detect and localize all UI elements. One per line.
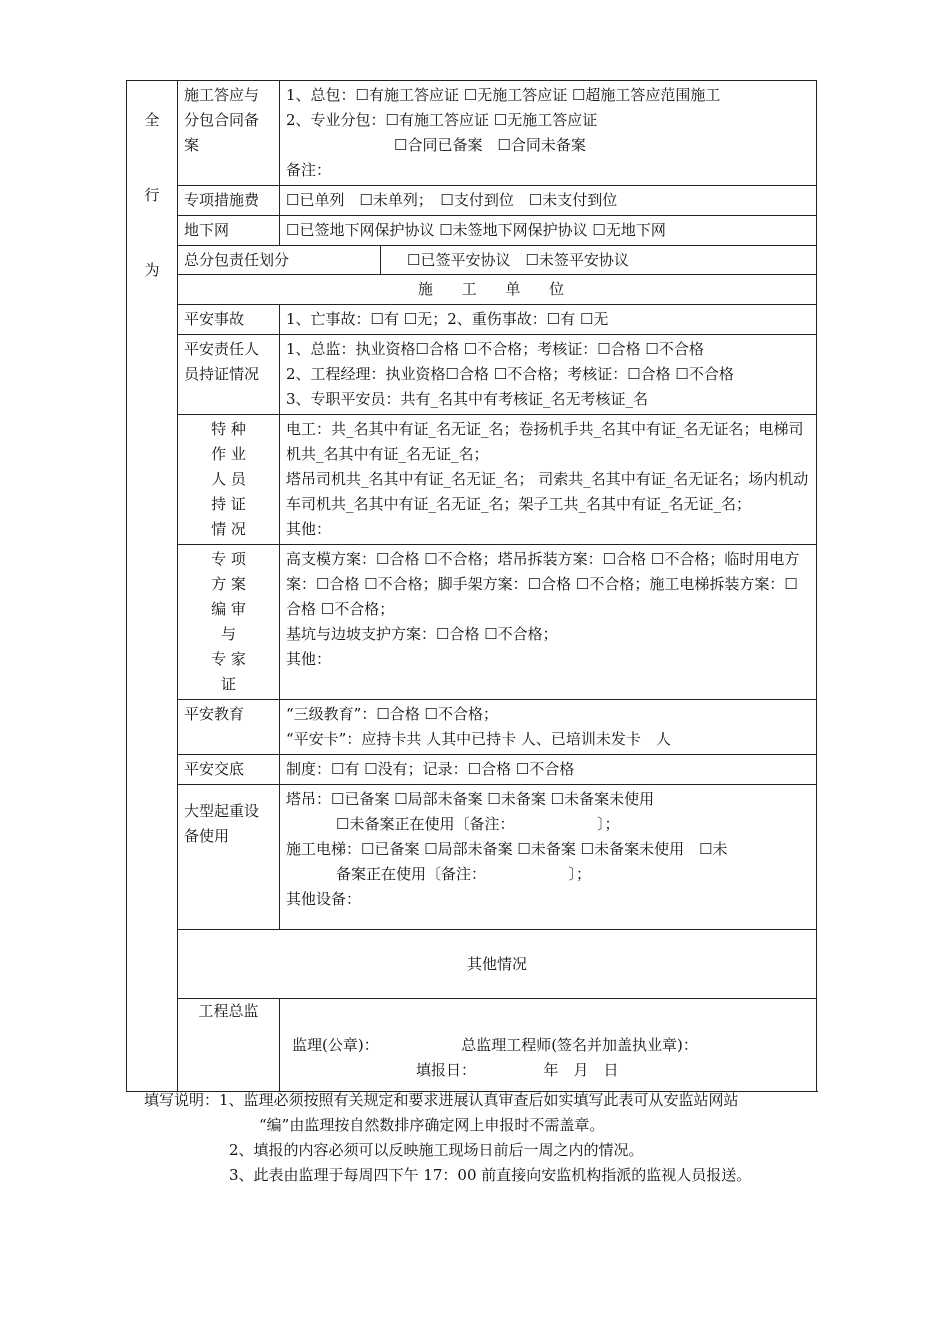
accident-label: 平安事故 [178,305,280,335]
measures-content: ☐已单列 ☐未单列； ☐支付到位 ☐未支付到位 [280,186,817,216]
other-situation-label: 其他情况 [178,930,817,999]
education-label: 平安教育 [178,700,280,755]
contract-line-2: 2、专业分包：☐有施工答应证 ☐无施工答应证 [286,111,598,129]
section-header: 施 工 单 位 [178,275,817,305]
row-cranes [127,785,817,930]
fill-instructions [144,1088,824,1188]
row-education [127,700,817,755]
row-underground [127,216,817,246]
plans-content [280,545,817,700]
contract-line-4: 备注： [286,161,332,179]
measures-label: 专项措施费 [178,186,280,216]
underground-content: ☐已签地下网保护协议 ☐未签地下网保护协议 ☐无地下网 [280,216,817,246]
certs-line-3: 3、专职平安员：共有_名其中有考核证_名无考核证_名 [286,390,649,408]
plans-line-1: 高支模方案：☐合格 ☐不合格；塔吊拆装方案：☐合格 ☐不合格；临时用电方案：☐合格 ☐不合格；脚手架方案：☐合格 ☐不合格；施工电梯拆装方案：☐合格 ☐不合格； [286,550,800,618]
plans-label-4: 与 [220,625,236,643]
form-table [126,80,817,1092]
special-workers-label-3: 人 员 [211,470,246,488]
briefing-label: 平安交底 [178,755,280,785]
plans-label-2: 方 案 [211,575,246,593]
plans-line-2: 基坑与边坡支护方案：☐合格 ☐不合格； [286,625,558,643]
signature-label: 工程总监 [178,999,280,1092]
row-accident [127,305,817,335]
plans-label [178,545,280,700]
row-contract [127,81,817,186]
certs-content [280,335,817,415]
cranes-tower-2: ☐未备案正在使用〔备注： 〕； [336,815,620,833]
row-briefing [127,755,817,785]
row-special-workers [127,415,817,545]
plans-label-5: 专 家 [211,650,246,668]
accident-content: 1、亡事故：☐有 ☐无；2、重伤事故：☐有 ☐无 [280,305,817,335]
special-workers-label-1: 特 种 [211,420,246,438]
cranes-tower-1: 塔吊：☐已备案 ☐局部未备案 ☐未备案 ☐未备案未使用 [286,790,655,808]
cranes-other: 其他设备： [286,890,362,908]
plans-line-3: 其他： [286,650,332,668]
special-workers-label-2: 作 业 [211,445,246,463]
contract-line-1: 1、总包：☐有施工答应证 ☐无施工答应证 ☐超施工答应范围施工 [286,86,721,104]
row-measures [127,186,817,216]
inspection-form [126,80,816,1092]
contract-line-3: ☐合同已备案 ☐合同未备案 [394,136,586,154]
row-signature [127,999,817,1092]
signature-line-2: 填报日： 年 月 日 [416,1061,619,1079]
responsibility-content: ☐已签平安协议 ☐未签平安协议 [407,251,629,269]
education-line-1: “三级教育”：☐合格 ☐不合格； [286,705,499,723]
special-workers-label-4: 持 证 [211,495,246,513]
note-line-3: 2、填报的内容必须可以反映施工现场日前后一周之内的情况。 [229,1141,644,1159]
special-workers-content [280,415,817,545]
cranes-label: 大型起重设备使用 [178,785,280,930]
education-line-2: “平安卡”：应持卡共 人其中已持卡 人、已培训未发卡 人 [286,730,671,748]
row-responsibility [127,246,817,275]
education-content [280,700,817,755]
cranes-lift-1: 施工电梯：☐已备案 ☐局部未备案 ☐未备案 ☐未备案未使用 ☐未 [286,840,728,858]
note-line-1: 填写说明：1、监理必须按照有关规定和要求进展认真审查后如实填写此表可从安监站网站 [144,1091,739,1109]
note-line-4: 3、此表由监理于每周四下午 17：00 前直接向安监机构指派的监视人员报送。 [229,1166,752,1184]
row-other-situation [127,930,817,999]
side-char-3: 为 [144,261,160,279]
certs-line-1: 1、总监：执业资格☐合格 ☐不合格；考核证：☐合格 ☐不合格 [286,340,704,358]
special-workers-line-3: 其他： [286,520,332,538]
plans-label-3: 编 审 [211,600,246,618]
special-workers-label-5: 情 况 [211,520,246,538]
plans-label-1: 专 项 [211,550,246,568]
cranes-content [280,785,817,930]
certs-line-2: 2、工程经理：执业资格☐合格 ☐不合格；考核证：☐合格 ☐不合格 [286,365,734,383]
signature-content [280,999,817,1092]
special-workers-line-1: 电工：共_名其中有证_名无证_名；卷扬机手共_名其中有证_名无证名；电梯司机共_名其中有证_名无证_名； [286,420,804,463]
contract-content [280,81,817,186]
side-label-cell [127,81,178,1092]
cranes-lift-2: 备案正在使用〔备注： 〕； [336,865,592,883]
note-line-2: “编”由监理按自然数排序确定网上申报时不需盖章。 [259,1116,605,1134]
row-section-header [127,275,817,305]
certs-label: 平安责任人员持证情况 [178,335,280,415]
responsibility-label: 总分包责任划分 [178,246,381,274]
special-workers-label [178,415,280,545]
briefing-content: 制度：☐有 ☐没有；记录：☐合格 ☐不合格 [280,755,817,785]
side-char-1: 全 [144,111,160,129]
plans-label-6: 证 [220,675,236,693]
contract-label: 施工答应与分包合同备案 [178,81,280,186]
row-certs [127,335,817,415]
underground-label: 地下网 [178,216,280,246]
row-plans [127,545,817,700]
side-char-2: 行 [144,186,160,204]
special-workers-line-2: 塔吊司机共_名其中有证_名无证_名； 司索共_名其中有证_名无证名；场内机动车司机共_名其中有证_名无证_名；架子工共_名其中有证_名无证_名； [286,470,809,513]
signature-line-1: 监理(公章)： 总监理工程师(签名并加盖执业章)： [292,1036,698,1054]
